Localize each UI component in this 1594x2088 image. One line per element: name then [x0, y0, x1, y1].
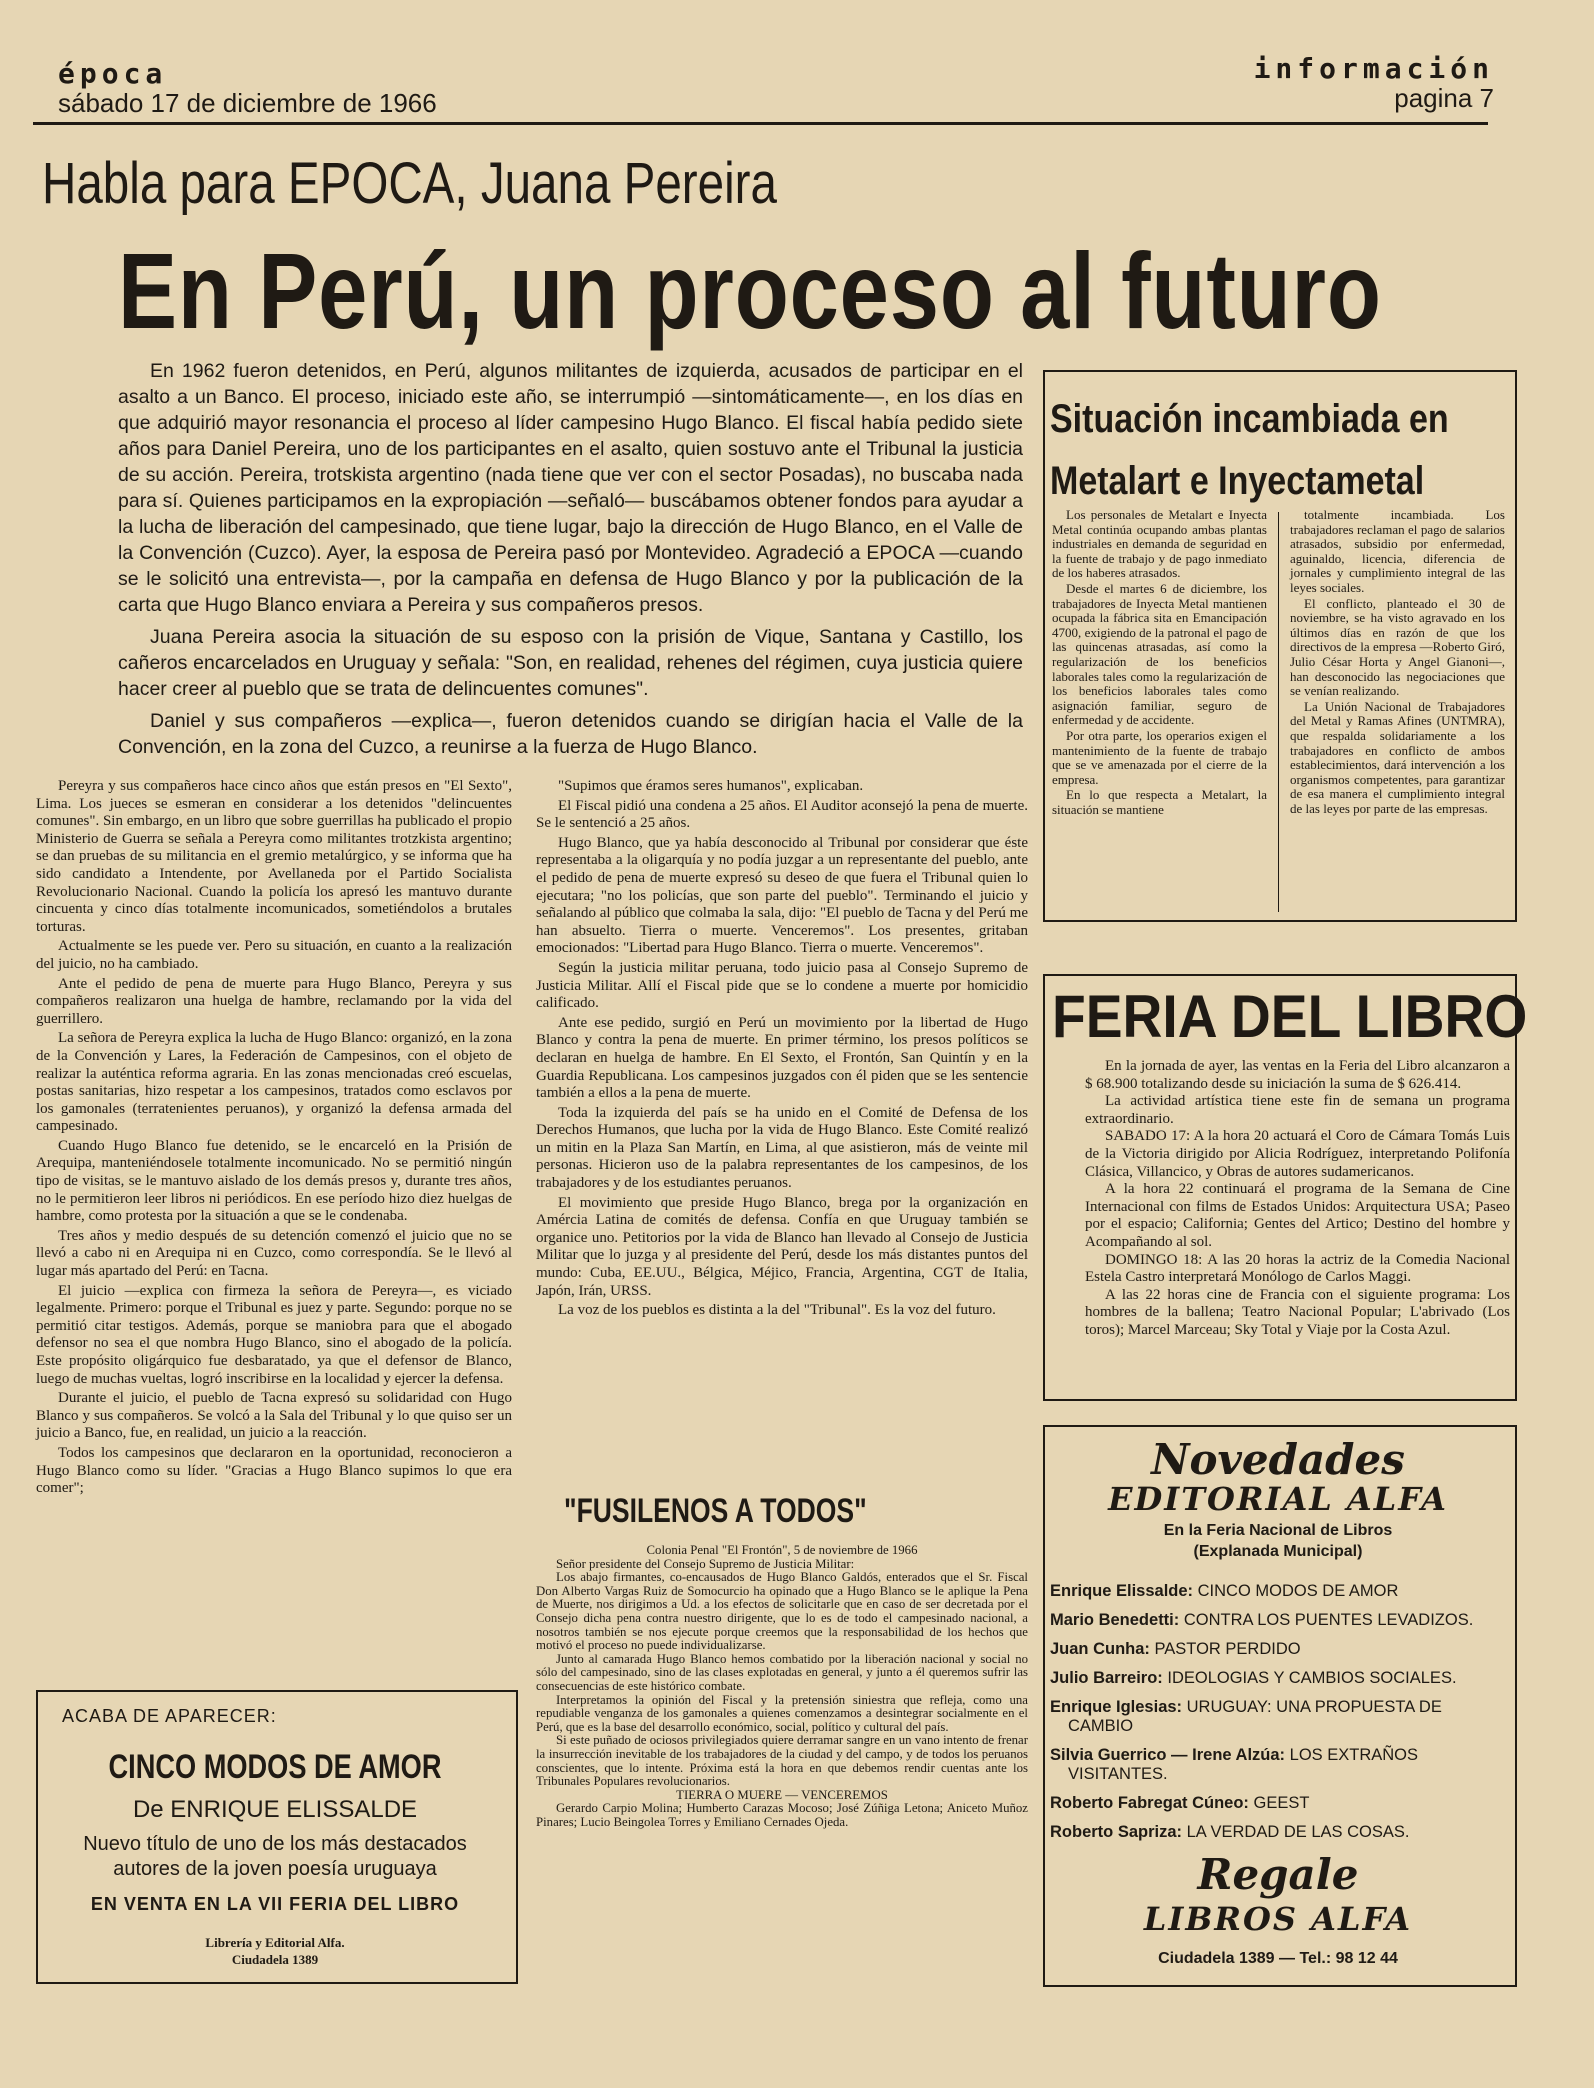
book-title: PASTOR PERDIDO: [1154, 1640, 1301, 1658]
feria-paragraph: A la hora 22 continuará el programa de la Semana de Cine Internacional con films de Estados Unidos: Arquitectura USA; Paseo por el espacio; California; Gentes del Artico; Destino del hombre y Acompañando al sol.: [1085, 1181, 1510, 1250]
letter-title: "FUSILENOS A TODOS": [564, 1492, 867, 1530]
book-title: CINCO MODOS DE AMOR: [1197, 1582, 1399, 1600]
body-paragraph: La señora de Pereyra explica la lucha de Hugo Blanco: organizó, en la zona de la Convención y Lares, la Federación de Campesinos, con el objeto de realizar la auténtica reforma agraria. En las zonas mencionadas creó escuelas, postas sanitarias, hizo respetar a los campesinos, tratados como esclavos por los gamonales (terratenientes peruanos), y organizó la defensa armada del campesinado.: [36, 1030, 512, 1135]
feria-paragraph: A las 22 horas cine de Francia con el siguiente programa: Los hombres de la ballena; Teatro Nacional Popular; L'abrivado (Los toros); Marcel Marceau; Sky Total y Viaje por la Costa Azul.: [1085, 1286, 1510, 1338]
regale-heading: Regale: [1197, 1850, 1359, 1899]
letter-signatures: Gerardo Carpio Molina; Humberto Carazas Mocoso; José Zúñiga Letona; Aniceto Muñoz Pinares; Lucio Beingolea Torres y Emiliano Cernades Ojeda.: [536, 1801, 1028, 1829]
masthead-right: [1253, 52, 1494, 113]
book-item: [1050, 1582, 1510, 1601]
situacion-paragraph: Desde el martes 6 de diciembre, los trabajadores de Inyecta Metal mantienen ocupada la fábrica sita en Emancipación 4700, exigiendo de la patronal el pago de las quincenas atrasadas, así como la regularización de los beneficios laborales tales como la regularización de los beneficios laborales tales como asignación familiar, seguro de enfermedad y de accidente.: [1052, 580, 1267, 728]
book-item: [1050, 1698, 1510, 1736]
situacion-paragraph: El conflicto, planteado el 30 de noviembre, se ha visto agravado en los últimos días en razón de que los directivos de la empresa —Roberto Giró, Julio César Horta y Angel Gianoni—, han desconocido las negociaciones que se venían realizando.: [1290, 595, 1505, 699]
book-author: Silvia Guerrico — Irene Alzúa:: [1050, 1746, 1286, 1764]
situacion-column-b: [1290, 508, 1505, 817]
intro-paragraph: Daniel y sus compañeros —explica—, fueron detenidos cuando se dirigían hacia el Valle de la Convención, en la zona del Cuzco, a reunirse a la fuerza de Hugo Blanco.: [118, 710, 1023, 758]
article-intro: [118, 358, 1023, 766]
book-author: Mario Benedetti:: [1050, 1611, 1180, 1629]
letter-paragraph: Junto al camarada Hugo Blanco hemos combatido por la liberación nacional y social no sólo del campesinado, sino de las clases explotadas en general, y junto a él queremos sufrir las consecuencias de este histórico combate.: [536, 1651, 1028, 1693]
feria-paragraph: La actividad artística tiene este fin de semana un programa extraordinario.: [1085, 1093, 1510, 1127]
situacion-paragraph: Por otra parte, los operarios exigen el mantenimiento de la fuente de trabajo que se ve amenazada por el cierre de la empresa.: [1052, 727, 1267, 787]
body-paragraph: Hugo Blanco, que ya había desconocido al Tribunal por considerar que éste representaba a la oligarquía y no podía juzgar a un representante del pueblo, ante el pedido de pena de muerte expresó su deseo de que fuera el Tribunal quien lo ejecutara; "no los policías, que son parte del pueblo". Terminando el juicio y señalando al público que colmaba la sala, dijo: "El pueblo de Tacna y del Perú me han absuelto. Tierra o muerte. Venceremos". Los presentes, gritaban emocionados: "Libertad para Hugo Blanco. Tierra o muerte. Venceremos".: [536, 834, 1028, 957]
feria-body: [1085, 1058, 1510, 1340]
book-author: Julio Barreiro:: [1050, 1669, 1163, 1687]
body-paragraph: Toda la izquierda del país se ha unido en el Comité de Defensa de los Derechos Humanos, que lucha por la vida de Hugo Blanco. Este Comité realizó un mitin en la Plaza San Martín, en Lima, al que asistieron, más de veinte mil personas. Hicieron uso de la palabra representantes de los campesinos, de los trabajadores y de los estudiantes peruanos.: [536, 1104, 1028, 1192]
ad-announcement: ACABA DE APARECER:: [62, 1706, 277, 1726]
body-paragraph: Pereyra y sus compañeros hace cinco años que están presos en "El Sexto", Lima. Los jueces se esmeran en considerar a los detenidos "delincuentes comunes". Sin embargo, en un libro que sobre guerrillas ha publicado el propio Ministerio de Guerra se señala a Pereyra como militantes trotzkista argentino; se dan pruebas de su militancia en el gremio metalúrgico, y se informa que ha sido candidato a Intendente, por Avellaneda por el Partido Socialista Revolucionario Nacional. Cuando la policía los apresó les mantuvo durante cincuenta y cinco días totalmente incomunicados, sometiéndolos a brutales torturas.: [36, 778, 512, 935]
letter-salutation: Señor presidente del Consejo Supremo de Justicia Militar:: [556, 1556, 855, 1571]
ad-description-line: Nuevo título de uno de los más destacados: [83, 1833, 467, 1855]
ad-description-line: autores de la joven poesía uruguaya: [113, 1858, 437, 1880]
feria-paragraph: En la jornada de ayer, las ventas en la Feria del Libro alcanzaron a $ 68.900 totalizando desde su iniciación la suma de $ 626.414.: [1085, 1058, 1510, 1092]
book-title: CONTRA LOS PUENTES LEVADIZOS.: [1183, 1611, 1474, 1629]
body-paragraph: Durante el juicio, el pueblo de Tacna expresó su solidaridad con Hugo Blanco y sus compañeros. Se volcó a la Sala del Tribunal y lo que quiso ser un juicio a Banco, fue, en realidad, un juicio a la reacción.: [36, 1390, 512, 1442]
libros-alfa-heading: LIBROS ALFA: [1143, 1900, 1413, 1938]
ad-publisher-line: Ciudadela 1389: [231, 1952, 319, 1967]
novedades-title: Novedades: [1151, 1435, 1405, 1484]
page-number: pagina 7: [1394, 83, 1494, 113]
book-item: [1050, 1823, 1510, 1842]
section-name: época: [58, 57, 168, 90]
ad-sale-info: EN VENTA EN LA VII FERIA DEL LIBRO: [90, 1894, 460, 1914]
letter-paragraph: Interpretamos la opinión del Fiscal y la pretensión siniestra que refleja, como una repudiable venganza de los gamonales a quienes comenzamos a desintegrar socialmente en el Perú, que es la base del desarrollo económico, social, político y cultural del país.: [536, 1692, 1028, 1734]
book-author: Juan Cunha:: [1050, 1640, 1150, 1658]
book-item: [1050, 1611, 1510, 1630]
book-title: GEEST: [1253, 1794, 1310, 1812]
masthead-left: [58, 57, 437, 118]
body-paragraph: El Fiscal pidió una condena a 25 años. El Auditor aconsejó la pena de muerte. Se le sentenció a 25 años.: [536, 797, 1028, 832]
book-item: [1050, 1640, 1510, 1659]
body-paragraph: Según la justicia militar peruana, todo juicio pasa al Consejo Supremo de Justicia Militar. Allí el Fiscal pide que se lo condene a muerte por homicidio calificado.: [536, 959, 1028, 1012]
body-paragraph: Todos los campesinos que declararon en la oportunidad, reconocieron a Hugo Blanco como su líder. "Gracias a Hugo Blanco supimos lo que era comer";: [36, 1444, 512, 1497]
book-title: LA VERDAD DE LAS COSAS.: [1186, 1823, 1410, 1841]
header-rule: [33, 122, 1488, 125]
body-paragraph: Ante el pedido de pena de muerte para Hugo Blanco, Pereyra y sus compañeros realizaron una huelga de hambre, reclamando por la vida del guerrillero.: [36, 975, 512, 1027]
body-paragraph: La voz de los pueblos es distinta a la del "Tribunal". Es la voz del futuro.: [558, 1302, 996, 1319]
situacion-title-line: Metalart e Inyectametal: [1050, 459, 1425, 503]
novedades-location-line: (Explanada Municipal): [1193, 1543, 1363, 1560]
book-author: Enrique Iglesias:: [1050, 1698, 1183, 1716]
situacion-title: [1050, 388, 1449, 512]
letter-dateline: Colonia Penal "El Frontón", 5 de noviembre de 1966: [646, 1543, 918, 1557]
situacion-column-a: [1052, 508, 1267, 818]
ad-book-author: De ENRIQUE ELISSALDE: [132, 1796, 418, 1823]
book-title: URUGUAY: UNA PROPUESTA DE CAMBIO: [1068, 1698, 1442, 1735]
ad-description: [60, 1832, 490, 1882]
book-item: [1050, 1794, 1510, 1813]
situacion-paragraph: totalmente incambiada. Los trabajadores reclaman el pago de salarios atrasados, subsidio por enfermedad, aguinaldo, licencia, diferencia de jornales y cumplimiento integral de las leyes sociales.: [1290, 507, 1505, 595]
body-paragraph: El juicio —explica con firmeza la señora de Pereyra—, es viciado legalmente. Primero: porque el Tribunal es juez y parte. Segundo: porque no se permitió citar testigos. Además, porque se maniobra para que el abogado defensor no sea el que nombra Hugo Blanco, sino el abogado de la policía. Este propósito oligárquico fue desbaratado, ya que el defensor de Blanco, luego de muchas vueltas, logró inscribirse en la localidad y ejercer la defensa.: [36, 1282, 512, 1387]
letter-paragraph: Los abajo firmantes, co-encausados de Hugo Blanco Galdós, enterados que el Sr. Fiscal Don Alberto Vargas Ruiz de Somocurcio ha opinado que a Hugo Blanco se le aplique la Pena de Muerte, nos dirigimos a Ud. a los efectos de solicitarle que en caso de ser decretada por el Consejo dicha pena contra nuestro dirigente, que lo es de todo el campesinado nacional, a nosotros también se nos ejecute porque creemos que la responsabilidad de los hechos que motivó el proceso no puede individualizarse.: [536, 1570, 1028, 1653]
issue-date: sábado 17 de diciembre de 1966: [58, 88, 437, 118]
body-paragraph: Actualmente se les puede ver. Pero su situación, en cuanto a la realización del juicio, no ha cambiado.: [36, 938, 512, 972]
book-title: IDEOLOGIAS Y CAMBIOS SOCIALES.: [1167, 1669, 1457, 1687]
body-paragraph: Cuando Hugo Blanco fue detenido, se le encarceló en la Prisión de Arequipa, manteniéndosele totalmente incomunicado. No se permitió ningún tipo de visitas, se le mantuvo aislado de los demás presos y, durante tres años, no le permitieron leer libros ni periódicos. En ese período hizo diez huelgas de hambre, como protesta por la situación a que se le condenaba.: [36, 1137, 512, 1225]
article-headline: En Perú, un proceso al futuro: [118, 230, 1382, 351]
publisher-address: Ciudadela 1389 — Tel.: 98 12 44: [1158, 1950, 1398, 1967]
novedades-location-line: En la Feria Nacional de Libros: [1163, 1522, 1393, 1539]
book-item: [1050, 1669, 1510, 1688]
book-title: LOS EXTRAÑOS VISITANTES.: [1068, 1746, 1419, 1783]
intro-paragraph: Juana Pereira asocia la situación de su esposo con la prisión de Vique, Santana y Castillo, los cañeros encarcelados en Uruguay y señala: "Son, en realidad, rehenes del régimen, cuya justicia quiere hacer creer al pueblo que se trata de delincuentes comunes".: [118, 626, 1023, 700]
body-paragraph: "Supimos que éramos seres humanos", explicaban.: [558, 778, 864, 794]
body-paragraph: Ante ese pedido, surgió en Perú un movimiento por la libertad de Hugo Blanco y contra la pena de muerte. En primer término, los presos políticos se declaran en huelga de hambre. En El Sexto, el Frontón, San Quintín y en la Guardia Republicana. Los campesinos juzgados con él piden que se les sentencie también a ellos a la pena de muerte.: [536, 1014, 1028, 1102]
novedades-book-list: [1050, 1582, 1510, 1852]
ad-publisher: [36, 1934, 514, 1968]
section-label: información: [1253, 52, 1494, 85]
article-column-1: [36, 778, 512, 1500]
article-kicker: Habla para EPOCA, Juana Pereira: [42, 151, 777, 216]
situacion-title-line: Situación incambiada en: [1050, 397, 1449, 441]
book-author: Roberto Fabregat Cúneo:: [1050, 1794, 1249, 1812]
intro-paragraph: En 1962 fueron detenidos, en Perú, algunos militantes de izquierda, acusados de participar en el asalto a un Banco. El proceso, iniciado este año, se interrumpió —sintomáticamente—, en los días en que adquirió mayor resonancia el proceso al líder campesino Hugo Blanco. El fiscal había pedido siete años para Daniel Pereira, uno de los participantes en el asalto, quien sostuvo ante el Tribunal la justicia de su acción. Pereira, trotskista argentino (nada tiene que ver con el sector Posadas), no buscaba nada para sí. Quienes participamos en la expropiación —señaló— buscábamos obtener fondos para ayudar a la lucha de liberación del campesinado, que tiene lugar, bajo la dirección de Hugo Blanco, en el Valle de la Convención (Cuzco). Ayer, la esposa de Pereira pasó por Montevideo. Agradeció a EPOCA —cuando se le solicitó una entrevista—, por la campaña en defensa de Hugo Blanco y por la publicación de la carta que Hugo Blanco enviara a Pereira y sus compañeros presos.: [118, 360, 1023, 616]
book-author: Roberto Sapriza:: [1050, 1823, 1183, 1841]
article-column-2: [536, 778, 1028, 1322]
body-paragraph: El movimiento que preside Hugo Blanco, brega por la organización en Amércia Latina de comités de defensa. Confía en que Uruguay también se organice uno. Petitorios por la vida de Blanco han llevado al Consejo de Justicia Militar que lo juzga y al presidente del Perú, desde los más distantes puntos del mundo: Cuba, EE.UU., Bélgica, Méjico, Francia, Argentina, CGT de Italia, Japón, Irán, URSS.: [536, 1194, 1028, 1299]
book-author: Enrique Elissalde:: [1050, 1582, 1194, 1600]
situacion-paragraph: Los personales de Metalart e Inyecta Metal continúa ocupando ambas plantas industriales en demanda de seguridad en la fuente de trabajo y de pago inmediato de los haberes atrasados.: [1052, 507, 1267, 581]
letter-paragraph: Si este puñado de ociosos privilegiados quiere derramar sangre en un vano intento de frenar la insurrección inevitable de los trabajadores de la ciudad y del campo, y de todos los peruanos conscientes, que lo intente. Próxima está la hora en que debemos rendir cuentas ante los Tribunales Populares revolucionarios.: [536, 1733, 1028, 1789]
situacion-paragraph: En lo que respecta a Metalart, la situación se mantiene: [1052, 787, 1267, 817]
body-paragraph: Tres años y medio después de su detención comenzó el juicio que no se llevó a cabo ni en Arequipa ni en Cuzco, como correspondía. Se le llevó al lugar más apartado del Perú: en Tacna.: [36, 1227, 512, 1280]
book-item: [1050, 1746, 1510, 1784]
feria-paragraph: DOMINGO 18: A las 20 horas la actriz de la Comedia Nacional Estela Castro interpretará Monólogo de Carlos Maggi.: [1085, 1251, 1510, 1286]
situacion-column-divider: [1278, 512, 1279, 912]
feria-paragraph: SABADO 17: A la hora 20 actuará el Coro de Cámara Tomás Luis de la Victoria dirigido por Alicia Rodríguez, interpretando Polifonía Clásica, Villancico, y Obras de autores sudamericanos.: [1085, 1128, 1510, 1180]
novedades-location: [1043, 1520, 1513, 1562]
situacion-paragraph: La Unión Nacional de Trabajadores del Metal y Ramas Afines (UNTMRA), que respalda solidariamente a los trabajadores en conflicto de ambos establecimientos, dará intervención a los organismos competentes, para garantizar de esa manera el cumplimiento integral de las leyes por parte de las empresas.: [1290, 698, 1505, 816]
novedades-publisher: EDITORIAL ALFA: [1108, 1480, 1448, 1518]
letter-body: [536, 1544, 1028, 1829]
ad-book-title: CINCO MODOS DE AMOR: [108, 1748, 442, 1786]
letter-closing: TIERRA O MUERE — VENCEREMOS: [676, 1787, 888, 1802]
feria-title: FERIA DEL LIBRO: [1052, 983, 1528, 1050]
ad-publisher-line: Librería y Editorial Alfa.: [205, 1935, 345, 1950]
